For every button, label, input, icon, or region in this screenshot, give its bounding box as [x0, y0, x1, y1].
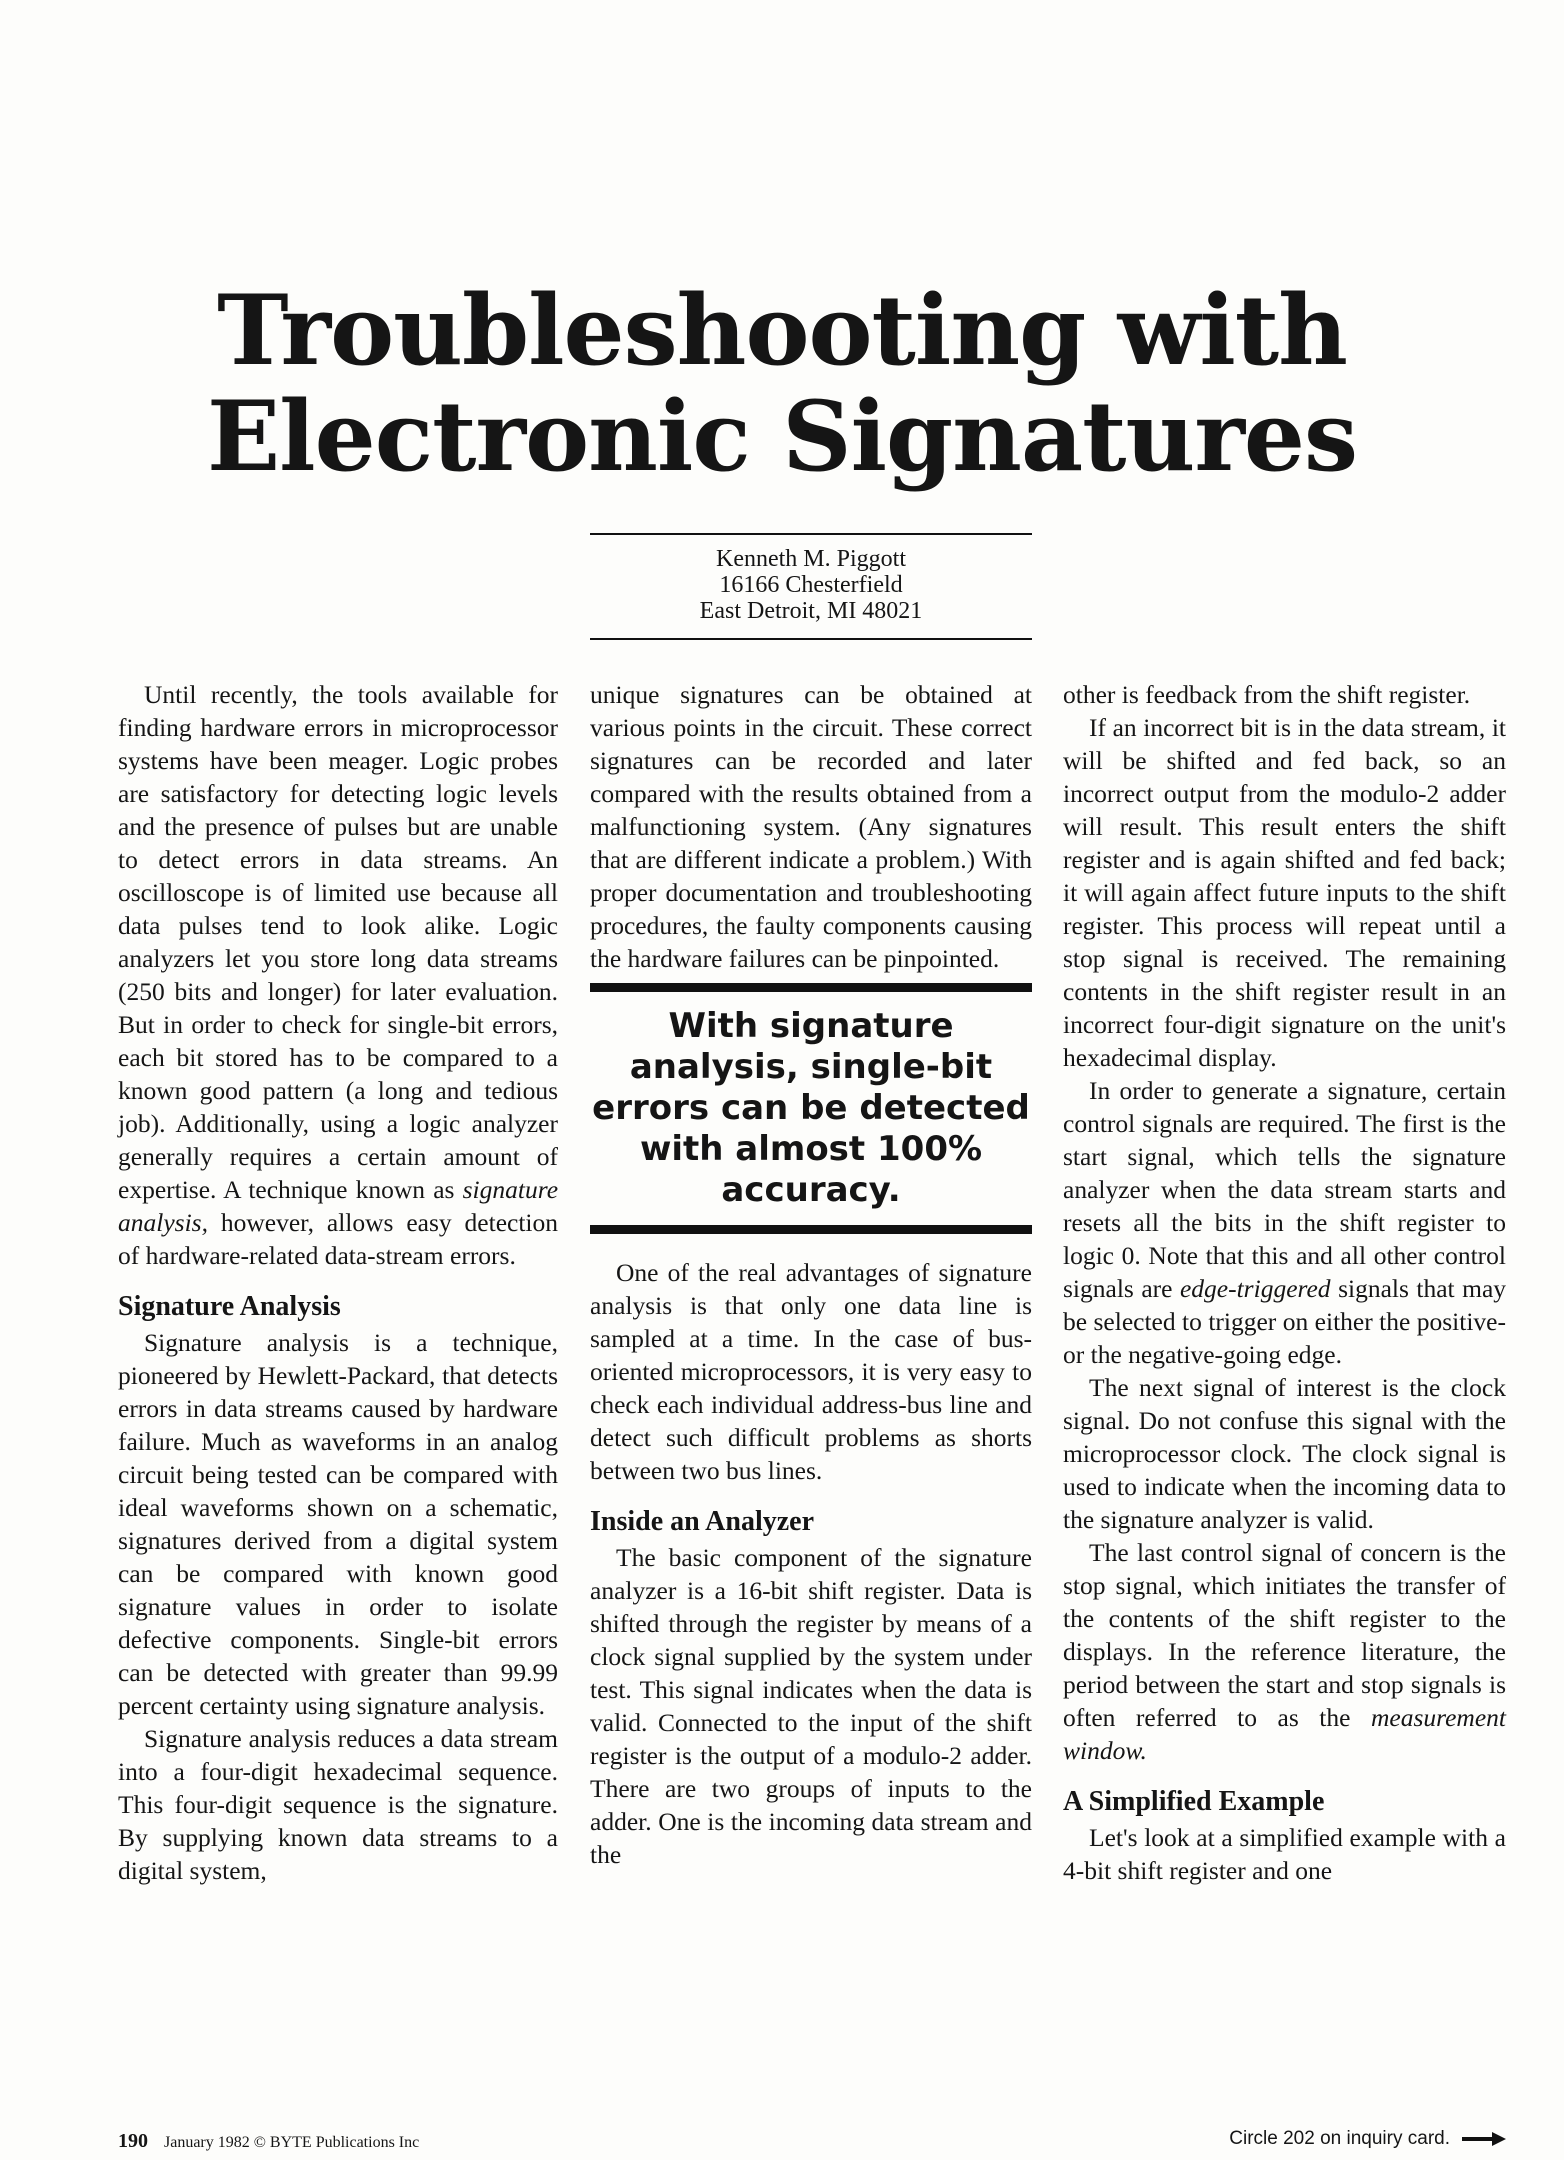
title-line-2: Electronic Signatures: [206, 380, 1358, 493]
col3-paragraph-4: [1063, 1536, 1506, 1767]
title-line-1: Troubleshooting with: [217, 274, 1347, 387]
col3-paragraph-2: [1063, 1074, 1506, 1371]
col3-p2-text: In order to generate a signature, certain control signals are required. The first is the start signal, which tells the signature analyzer when the data stream starts and resets all the bits in the shift register to logic 0. Note that this and all other control signals are: [1063, 1076, 1506, 1303]
col3-paragraph-0: other is feedback from the shift register.: [1063, 680, 1471, 709]
spacer: [590, 1487, 1032, 1503]
col3-paragraph-3: The next signal of interest is the clock signal. Do not confuse this signal with the microprocessor clock. The clock signal is used to indicate when the incoming data to the signature analyzer is valid.: [1063, 1373, 1506, 1534]
author-street: 16166 Chesterfield: [719, 572, 903, 598]
page-number: 190: [118, 2130, 148, 2152]
inquiry-text: Circle 202 on inquiry card.: [1229, 2128, 1450, 2149]
right-arrow-icon: [1462, 2131, 1506, 2147]
col1-p1-emphasis: signature analysis,: [118, 1175, 559, 1237]
inquiry-note: [1229, 2128, 1506, 2150]
author-city: East Detroit, MI 48021: [699, 598, 923, 624]
page-footer: [118, 2130, 419, 2153]
pull-quote-bottom-bar: [590, 1225, 1032, 1234]
col1-p1-end: however, allows easy detection of hardware-related data-stream errors.: [118, 1208, 558, 1270]
col3-paragraph-1: If an incorrect bit is in the data stream, it will be shifted and fed back, so an incorrect output from the modulo-2 adder will result. This result enters the shift register and is again shifted and fed back; it will again affect future inputs to the shift register. This process will repeat until a stop signal is received. The remaining contents in the shift register result in an incorrect four-digit signature on the unit's hexadecimal display.: [1063, 713, 1506, 1072]
spacer: [118, 1272, 558, 1288]
col1-paragraph-1: [118, 678, 558, 1272]
col3-paragraph-5: Let's look at a simplified example with a 4-bit shift register and one: [1063, 1823, 1506, 1885]
col2-paragraph-2: One of the real advantages of signature analysis is that only one data line is sampled at a time. In the case of bus-oriented microprocessors, it is very easy to check each individual address-bus line and detect such difficult problems as shorts between two bus lines.: [590, 1258, 1032, 1485]
col3-p4-emphasis: measurement window.: [1063, 1703, 1507, 1765]
col1-p1-text: Until recently, the tools available for finding hardware errors in microprocessor systems have been meager. Logic probes are satisfactory for detecting logic levels and the presence of pulses but are unable to detect errors in data streams. An oscilloscope is of limited use because all data pulses tend to look alike. Logic analyzers let you store long data streams (250 bits and longer) for later evaluation. But in order to check for single-bit errors, each bit stored has to be compared to a known good pattern (a long and tedious job). Additionally, using a logic analyzer generally requires a certain amount of expertise. A technique known as: [118, 680, 558, 1204]
byline-bottom-rule: [590, 638, 1032, 640]
column-3: [1063, 678, 1506, 1887]
col1-paragraph-2: Signature analysis is a technique, pioneered by Hewlett-Packard, that detects errors in data streams caused by hardware failure. Much as waveforms in an analog circuit being tested can be compared with ideal waveforms shown on a schematic, signatures derived from a digital system can be compared with known good signature values in order to isolate defective components. Single-bit errors can be detected with greater than 99.99 percent certainty using signature analysis.: [118, 1328, 558, 1720]
column-2: [590, 678, 1032, 1871]
issue-credit: January 1982 © BYTE Publications Inc: [164, 2134, 420, 2151]
pull-quote-top-bar: [590, 983, 1032, 992]
heading-simplified-example: A Simplified Example: [1063, 1786, 1325, 1817]
heading-inside-analyzer: Inside an Analyzer: [590, 1506, 815, 1537]
byline-top-rule: [590, 533, 1032, 535]
col3-p2-emphasis: edge-triggered: [1179, 1274, 1331, 1303]
col1-paragraph-3: Signature analysis reduces a data stream into a four-digit hexadecimal sequence. This four-digit sequence is the signature. By supplying known data streams to a digital system,: [118, 1724, 558, 1885]
col2-paragraph-1: unique signatures can be obtained at various points in the circuit. These correct signatures can be recorded and later compared with the results obtained from a malfunctioning system. (Any signatures that are different indicate a problem.) With proper documentation and troubleshooting procedures, the faulty components causing the hardware failures can be pinpointed.: [590, 680, 1032, 973]
spacer: [1063, 1767, 1506, 1783]
col2-paragraph-3: The basic component of the signature analyzer is a 16-bit shift register. Data is shifted through the register by means of a clock signal supplied by the system under test. This signal indicates when the data is valid. Connected to the input of the shift register is the output of a modulo-2 adder. There are two groups of inputs to the adder. One is the incoming data stream and the: [590, 1543, 1032, 1869]
pull-quote-text: With signature analysis, single-bit errors can be detected with almost 100% accuracy.: [592, 1006, 1030, 1210]
column-1: [118, 678, 558, 1887]
heading-signature-analysis: Signature Analysis: [118, 1291, 341, 1322]
col3-p2-end: signals that may be selected to trigger on either the positive- or the negative-going edge.: [1063, 1274, 1507, 1369]
spacer: [590, 1242, 1032, 1256]
col3-p4-text: The last control signal of concern is the stop signal, which initiates the transfer of the contents of the shift register to the displays. In the reference literature, the period between the start and stop signals is often referred to as the: [1063, 1538, 1506, 1732]
author-name: Kenneth M. Piggott: [716, 546, 906, 572]
pull-quote: [590, 983, 1032, 1234]
article-title: [0, 274, 1564, 493]
author-byline: [590, 546, 1032, 624]
